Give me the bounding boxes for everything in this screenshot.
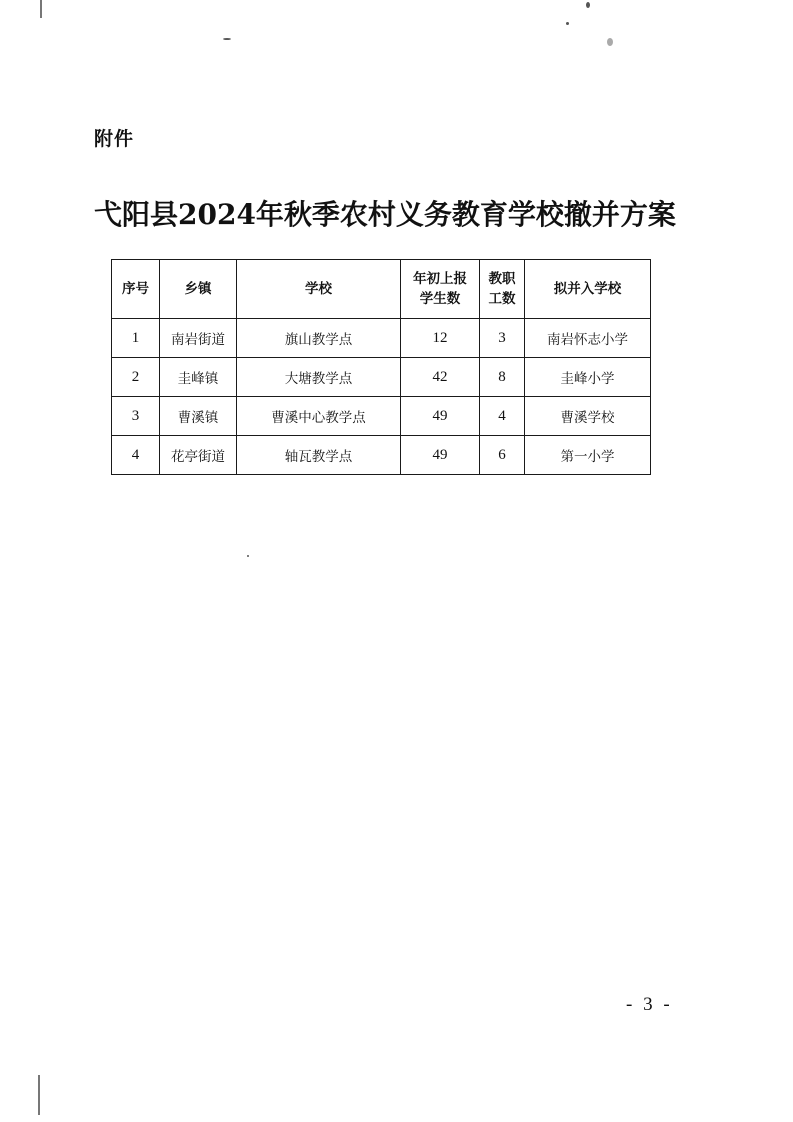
table-row [112,436,651,475]
header-school: 学校 [237,260,401,319]
cell-students: 42 [401,358,480,397]
scan-speck [586,2,590,8]
cell-merge-target: 第一小学 [525,436,651,475]
cell-serial-no: 2 [112,358,160,397]
cell-school: 曹溪中心教学点 [237,397,401,436]
header-serial-no: 序号 [112,260,160,319]
header-reported-students: 年初上报 学生数 [401,260,480,319]
cell-students: 12 [401,319,480,358]
cell-school: 大塘教学点 [237,358,401,397]
cell-serial-no: 1 [112,319,160,358]
scan-speck [247,555,249,557]
scan-speck [566,22,569,25]
cell-staff: 4 [480,397,525,436]
table-header-row [112,260,651,319]
cell-staff: 8 [480,358,525,397]
merger-plan-table [111,259,651,475]
cell-school: 轴瓦教学点 [237,436,401,475]
scan-speck [607,38,613,46]
cell-staff: 6 [480,436,525,475]
cell-students: 49 [401,397,480,436]
document-title: 弋阳县2024年秋季农村义务教育学校撤并方案 [94,198,676,231]
cell-merge-target: 圭峰小学 [525,358,651,397]
cell-township: 圭峰镇 [160,358,237,397]
page-number: - 3 - [626,994,673,1015]
table-row [112,358,651,397]
cell-serial-no: 3 [112,397,160,436]
header-merge-target: 拟并入学校 [525,260,651,319]
scan-edge-mark-bottom [38,1075,40,1115]
scan-speck [223,38,231,40]
cell-merge-target: 南岩怀志小学 [525,319,651,358]
cell-merge-target: 曹溪学校 [525,397,651,436]
table-row [112,319,651,358]
cell-students: 49 [401,436,480,475]
cell-serial-no: 4 [112,436,160,475]
cell-township: 南岩街道 [160,319,237,358]
table-row [112,397,651,436]
header-staff-count: 教职 工数 [480,260,525,319]
scan-edge-mark-top [40,0,42,18]
cell-staff: 3 [480,319,525,358]
cell-township: 花亭街道 [160,436,237,475]
cell-township: 曹溪镇 [160,397,237,436]
header-township: 乡镇 [160,260,237,319]
attachment-label: 附件 [94,128,135,150]
cell-school: 旗山教学点 [237,319,401,358]
